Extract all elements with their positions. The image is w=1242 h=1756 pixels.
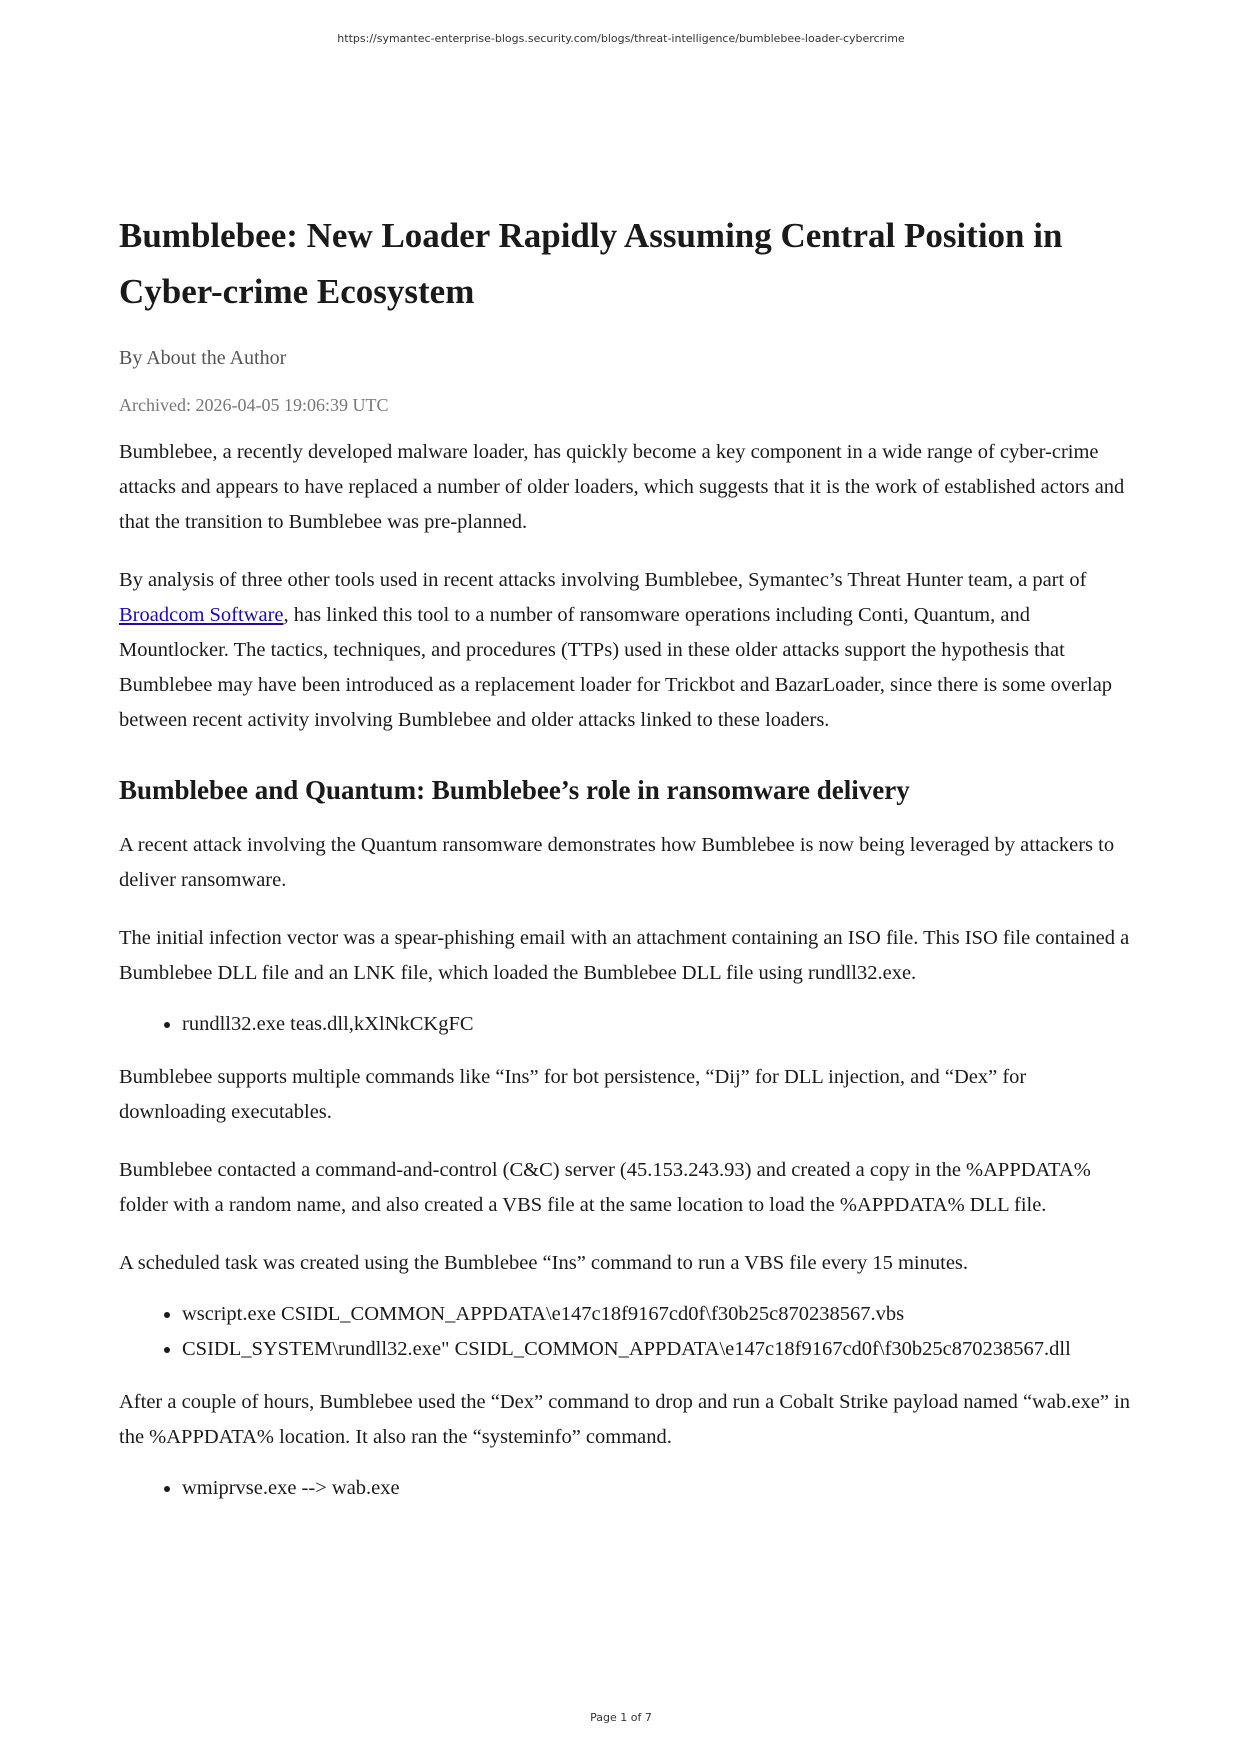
list-item: • CSIDL_SYSTEM\rundll32.exe" CSIDL_COMMON_APPDATA\e147c18f9167cd0f\f30b25c870238567.dll (182, 1332, 1131, 1367)
page-url-header: https://symantec-enterprise-blogs.security.com/blogs/threat-intelligence/bumblebee-loader-cybercrime (337, 32, 905, 45)
page-number: Page 1 of 7 (590, 1711, 652, 1724)
list-item: • wmiprvse.exe --> wab.exe (182, 1471, 1131, 1506)
article-content (119, 208, 1131, 1506)
paragraph-analysis-text-2: , has linked this tool to a number of ransomware operations including Conti, Quantum, and Mountlocker. The tactics, techniques, and procedures (TTPs) used in these older attacks support the hypothesis that Bumblebee may have been introduced as a replacement loader for Trickbot and BazarLoader, since there is some overlap between recent activity involving Bumblebee and older attacks linked to these loaders. (119, 604, 1113, 731)
command-list-3 (119, 1471, 1131, 1506)
paragraph-analysis (119, 563, 1131, 738)
list-item: • wscript.exe CSIDL_COMMON_APPDATA\e147c18f9167cd0f\f30b25c870238567.vbs (182, 1297, 1131, 1332)
command-list-2 (119, 1297, 1131, 1367)
paragraph-scheduled-task: A scheduled task was created using the Bumblebee “Ins” command to run a VBS file every 15 minutes. (119, 1252, 969, 1274)
command-list-1 (119, 1007, 1131, 1042)
paragraph-analysis-text-1: By analysis of three other tools used in recent attacks involving Bumblebee, Symantec’s Threat Hunter team, a part of (119, 569, 1087, 591)
paragraph-infection-vector: The initial infection vector was a spear-phishing email with an attachment containing an ISO file. This ISO file contained a Bumblebee DLL file and an LNK file, which loaded the Bumblebee DLL file using rundll32.exe. (119, 927, 1130, 984)
article-title: Bumblebee: New Loader Rapidly Assuming Central Position in Cyber-crime Ecosystem (119, 216, 1063, 311)
archived-timestamp: Archived: 2026-04-05 19:06:39 UTC (119, 395, 389, 415)
paragraph-cnc: Bumblebee contacted a command-and-control (C&C) server (45.153.243.93) and created a copy in the %APPDATA% folder with a random name, and also created a VBS file at the same location to load the %APPDATA% DLL file. (119, 1159, 1091, 1216)
broadcom-software-link[interactable]: Broadcom Software (119, 604, 284, 626)
paragraph-intro: Bumblebee, a recently developed malware loader, has quickly become a key component in a wide range of cyber-crime attacks and appears to have replaced a number of older loaders, which suggests that it is the work of established actors and that the transition to Bumblebee was pre-planned. (119, 441, 1125, 533)
paragraph-cobalt-strike: After a couple of hours, Bumblebee used the “Dex” command to drop and run a Cobalt Strike payload named “wab.exe” in the %APPDATA% location. It also ran the “systeminfo” command. (119, 1391, 1131, 1448)
article-byline: By About the Author (119, 347, 287, 369)
list-item: • rundll32.exe teas.dll,kXlNkCKgFC (182, 1007, 1131, 1042)
paragraph-quantum-attack: A recent attack involving the Quantum ransomware demonstrates how Bumblebee is now being leveraged by attackers to deliver ransomware. (119, 834, 1115, 891)
paragraph-commands: Bumblebee supports multiple commands like “Ins” for bot persistence, “Dij” for DLL injection, and “Dex” for downloading executables. (119, 1066, 1027, 1123)
section-heading: Bumblebee and Quantum: Bumblebee’s role in ransomware delivery (119, 775, 910, 805)
